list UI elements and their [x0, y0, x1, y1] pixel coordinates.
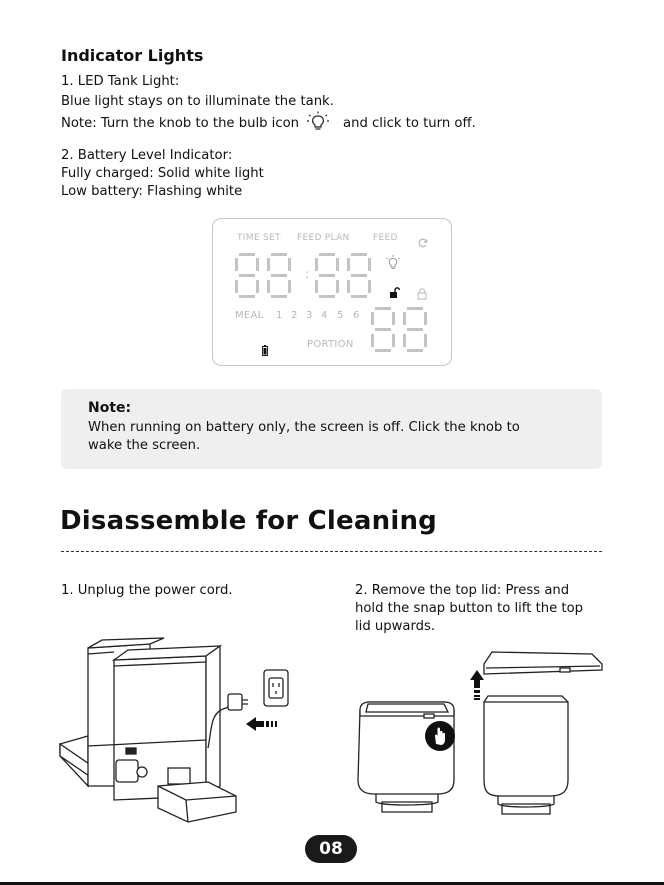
led-note-post: and click to turn off.: [343, 116, 476, 131]
battery-low-text: Low battery: Flashing white: [61, 184, 243, 199]
note-line-1: When running on battery only, the screen is off. Click the knob to: [88, 420, 520, 435]
lcd-meal-label: MEAL: [235, 310, 264, 321]
unlock-icon: [389, 284, 401, 303]
time-digit-3: [315, 253, 339, 298]
lcd-time-set-label: TIME SET: [237, 233, 281, 243]
battery-full-text: Fully charged: Solid white light: [61, 166, 264, 181]
note-line-2: wake the screen.: [88, 438, 201, 453]
time-digit-1: [235, 253, 259, 298]
meal-number-5: 5: [337, 310, 344, 321]
section-title: Disassemble for Cleaning: [60, 506, 437, 536]
step-2-line-2: hold the snap button to lift the top: [355, 601, 584, 616]
led-note-pre: Note: Turn the knob to the bulb icon: [61, 116, 300, 131]
note-title: Note:: [88, 400, 132, 416]
lcd-display: [212, 218, 452, 366]
step-1-text: 1. Unplug the power cord.: [61, 583, 233, 598]
lcd-feed-label: FEED: [373, 233, 398, 243]
arrow-up-icon: [470, 670, 484, 700]
step-2-line-3: lid upwards.: [355, 619, 436, 634]
lcd-feed-plan-label: FEED PLAN: [297, 233, 350, 243]
lcd-portion-label: PORTION: [307, 339, 354, 350]
step-2-line-1: 2. Remove the top lid: Press and: [355, 583, 570, 598]
portion-digit-1: [371, 307, 395, 352]
lcd-colon: :: [305, 267, 310, 281]
battery-icon: [262, 341, 268, 360]
led-description: Blue light stays on to illuminate the tank.: [61, 94, 334, 109]
feeder-unplug-illustration: [58, 636, 298, 832]
portion-digit-2: [403, 307, 427, 352]
meal-number-1: 1: [276, 310, 283, 321]
section-divider: [61, 551, 602, 552]
step-2-text: [355, 582, 583, 636]
bulb-icon: [385, 255, 401, 275]
hand-press-icon: [424, 720, 456, 752]
led-note: [61, 111, 476, 133]
refresh-icon: [418, 233, 428, 252]
meal-number-2: 2: [291, 310, 298, 321]
meal-number-6: 6: [353, 310, 360, 321]
lcd-portion-digits: [371, 307, 431, 353]
bulb-icon: [307, 111, 329, 133]
time-digit-4: [347, 253, 371, 298]
page-number: 08: [305, 835, 357, 863]
meal-number-4: 4: [321, 310, 328, 321]
lock-icon: [417, 285, 427, 304]
arrow-left-icon: [246, 716, 278, 732]
led-heading: 1. LED Tank Light:: [61, 74, 180, 89]
lcd-time-digits: [235, 253, 385, 299]
indicator-title: Indicator Lights: [61, 46, 204, 65]
meal-number-3: 3: [306, 310, 313, 321]
note-text: [88, 419, 520, 455]
battery-heading: 2. Battery Level Indicator:: [61, 148, 233, 163]
time-digit-2: [267, 253, 291, 298]
